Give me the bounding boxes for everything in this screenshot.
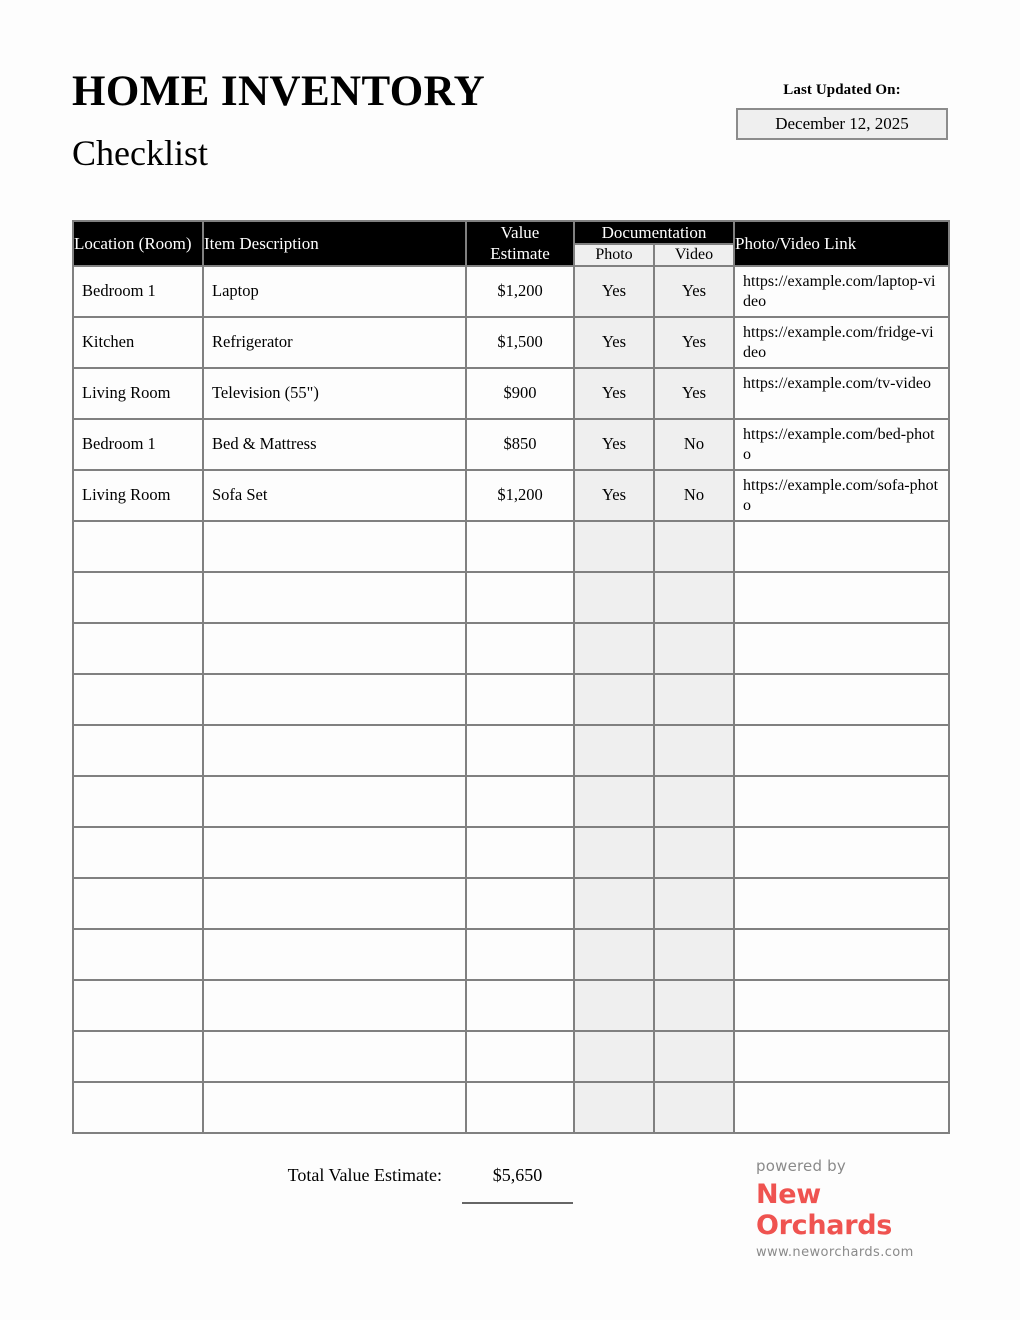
cell-item-description[interactable]	[203, 725, 466, 776]
cell-value-estimate[interactable]	[466, 572, 574, 623]
cell-location[interactable]: Bedroom 1	[73, 266, 203, 317]
cell-location[interactable]	[73, 521, 203, 572]
cell-video[interactable]	[654, 1031, 734, 1082]
cell-photo[interactable]	[574, 572, 654, 623]
cell-video[interactable]	[654, 725, 734, 776]
table-body	[73, 266, 949, 1133]
cell-location[interactable]	[73, 1031, 203, 1082]
cell-item-description[interactable]	[203, 1082, 466, 1133]
cell-video[interactable]	[654, 1082, 734, 1133]
cell-value-estimate[interactable]: $850	[466, 419, 574, 470]
cell-photo[interactable]: Yes	[574, 470, 654, 521]
cell-value-estimate[interactable]	[466, 827, 574, 878]
cell-photo[interactable]	[574, 827, 654, 878]
table-row	[73, 470, 949, 521]
page-title: HOME INVENTORY	[72, 68, 486, 115]
cell-photo[interactable]	[574, 1082, 654, 1133]
column-header-video: Video	[654, 244, 734, 265]
cell-video[interactable]	[654, 980, 734, 1031]
cell-value-estimate[interactable]	[466, 674, 574, 725]
totals-section	[72, 1162, 592, 1222]
cell-video[interactable]: Yes	[654, 368, 734, 419]
cell-photo-video-link[interactable]	[734, 572, 949, 623]
table-row-empty	[73, 1082, 949, 1133]
cell-value-estimate[interactable]: $1,200	[466, 266, 574, 317]
cell-video[interactable]	[654, 776, 734, 827]
cell-photo-video-link[interactable]	[734, 878, 949, 929]
cell-photo[interactable]	[574, 674, 654, 725]
cell-location[interactable]	[73, 827, 203, 878]
cell-item-description[interactable]	[203, 827, 466, 878]
total-underline	[462, 1202, 573, 1204]
cell-video[interactable]: Yes	[654, 266, 734, 317]
cell-item-description[interactable]	[203, 878, 466, 929]
total-value-estimate-value[interactable]: $5,650	[492, 1165, 543, 1185]
cell-item-description[interactable]	[203, 521, 466, 572]
cell-location[interactable]	[73, 929, 203, 980]
cell-photo-video-link[interactable]	[734, 1082, 949, 1133]
cell-value-estimate[interactable]	[466, 1082, 574, 1133]
table-row-empty	[73, 725, 949, 776]
cell-item-description[interactable]	[203, 674, 466, 725]
total-value-estimate-label: Total Value Estimate:	[287, 1165, 442, 1185]
cell-location[interactable]: Living Room	[73, 470, 203, 521]
cell-item-description[interactable]	[203, 623, 466, 674]
cell-location[interactable]	[73, 980, 203, 1031]
column-header-photo-video-link: Photo/Video Link	[734, 221, 949, 266]
cell-item-description[interactable]: Sofa Set	[203, 470, 466, 521]
table-row-empty	[73, 572, 949, 623]
cell-photo[interactable]	[574, 878, 654, 929]
cell-photo-video-link[interactable]: https://example.com/laptop-video	[734, 266, 949, 317]
title-block	[72, 70, 485, 171]
cell-location[interactable]	[73, 776, 203, 827]
table-row-empty	[73, 980, 949, 1031]
column-header-location: Location (Room)	[73, 221, 203, 266]
cell-photo[interactable]	[574, 1031, 654, 1082]
cell-video[interactable]: No	[654, 470, 734, 521]
cell-video[interactable]	[654, 674, 734, 725]
table-row	[73, 368, 949, 419]
cell-location[interactable]: Kitchen	[73, 317, 203, 368]
last-updated-label: Last Updated On:	[783, 82, 901, 98]
cell-value-estimate[interactable]	[466, 776, 574, 827]
last-updated-block	[736, 82, 948, 140]
cell-value-estimate[interactable]	[466, 725, 574, 776]
cell-value-estimate[interactable]	[466, 980, 574, 1031]
column-header-documentation: Documentation	[574, 221, 734, 244]
cell-value-estimate[interactable]: $1,500	[466, 317, 574, 368]
cell-item-description[interactable]: Bed & Mattress	[203, 419, 466, 470]
brand-name: New Orchards	[756, 1178, 893, 1241]
cell-photo-video-link[interactable]: https://example.com/sofa-photo	[734, 470, 949, 521]
table-header-row-top	[73, 221, 949, 244]
cell-photo-video-link[interactable]	[734, 776, 949, 827]
cell-photo-video-link[interactable]	[734, 1031, 949, 1082]
cell-item-description[interactable]: Refrigerator	[203, 317, 466, 368]
cell-photo[interactable]: Yes	[574, 368, 654, 419]
cell-video[interactable]	[654, 929, 734, 980]
table-row-empty	[73, 827, 949, 878]
cell-photo-video-link[interactable]	[734, 980, 949, 1031]
cell-item-description[interactable]	[203, 929, 466, 980]
cell-video[interactable]	[654, 827, 734, 878]
cell-photo-video-link[interactable]: https://example.com/tv-video	[734, 368, 949, 419]
powered-by-label: powered by	[756, 1157, 846, 1175]
table-row-empty	[73, 1031, 949, 1082]
cell-item-description[interactable]	[203, 1031, 466, 1082]
cell-location[interactable]: Living Room	[73, 368, 203, 419]
cell-value-estimate[interactable]: $1,200	[466, 470, 574, 521]
cell-photo[interactable]: Yes	[574, 317, 654, 368]
column-header-photo: Photo	[574, 244, 654, 265]
cell-location[interactable]	[73, 674, 203, 725]
cell-photo-video-link[interactable]	[734, 725, 949, 776]
cell-photo[interactable]	[574, 725, 654, 776]
page-subtitle: Checklist	[72, 133, 208, 173]
document-header	[72, 70, 948, 190]
brand-url[interactable]: www.neworchards.com	[756, 1244, 914, 1260]
cell-value-estimate[interactable]	[466, 1031, 574, 1082]
cell-photo-video-link[interactable]	[734, 827, 949, 878]
table-row	[73, 419, 949, 470]
cell-location[interactable]	[73, 1082, 203, 1133]
cell-video[interactable]	[654, 521, 734, 572]
cell-value-estimate[interactable]	[466, 929, 574, 980]
cell-video[interactable]: No	[654, 419, 734, 470]
table-row-empty	[73, 776, 949, 827]
cell-photo[interactable]: Yes	[574, 266, 654, 317]
column-header-value-estimate: Value Estimate	[466, 221, 574, 266]
cell-location[interactable]: Bedroom 1	[73, 419, 203, 470]
cell-value-estimate[interactable]	[466, 521, 574, 572]
cell-item-description[interactable]	[203, 776, 466, 827]
cell-photo-video-link[interactable]: https://example.com/bed-photo	[734, 419, 949, 470]
branding-block	[728, 1158, 948, 1260]
last-updated-date-field[interactable]: December 12, 2025	[736, 108, 948, 140]
table-row-empty	[73, 929, 949, 980]
cell-photo[interactable]	[574, 521, 654, 572]
cell-video[interactable]: Yes	[654, 317, 734, 368]
cell-photo[interactable]	[574, 980, 654, 1031]
table-row-empty	[73, 878, 949, 929]
cell-item-description[interactable]: Laptop	[203, 266, 466, 317]
cell-photo-video-link[interactable]: https://example.com/fridge-video	[734, 317, 949, 368]
cell-item-description[interactable]	[203, 980, 466, 1031]
cell-item-description[interactable]: Television (55")	[203, 368, 466, 419]
cell-location[interactable]	[73, 725, 203, 776]
cell-value-estimate[interactable]: $900	[466, 368, 574, 419]
cell-photo[interactable]: Yes	[574, 419, 654, 470]
cell-photo[interactable]	[574, 776, 654, 827]
cell-video[interactable]	[654, 572, 734, 623]
cell-photo-video-link[interactable]	[734, 623, 949, 674]
cell-value-estimate[interactable]	[466, 623, 574, 674]
inventory-table	[72, 220, 950, 1134]
cell-value-estimate[interactable]	[466, 878, 574, 929]
cell-photo[interactable]	[574, 623, 654, 674]
cell-location[interactable]	[73, 878, 203, 929]
cell-video[interactable]	[654, 623, 734, 674]
table-row-empty	[73, 521, 949, 572]
cell-location[interactable]	[73, 623, 203, 674]
column-header-item-description: Item Description	[203, 221, 466, 266]
table-header	[73, 221, 949, 266]
cell-photo-video-link[interactable]	[734, 929, 949, 980]
cell-video[interactable]	[654, 878, 734, 929]
cell-photo-video-link[interactable]	[734, 674, 949, 725]
cell-item-description[interactable]	[203, 572, 466, 623]
table-row-empty	[73, 623, 949, 674]
table-row	[73, 317, 949, 368]
table-row	[73, 266, 949, 317]
cell-photo-video-link[interactable]	[734, 521, 949, 572]
cell-photo[interactable]	[574, 929, 654, 980]
cell-location[interactable]	[73, 572, 203, 623]
table-row-empty	[73, 674, 949, 725]
